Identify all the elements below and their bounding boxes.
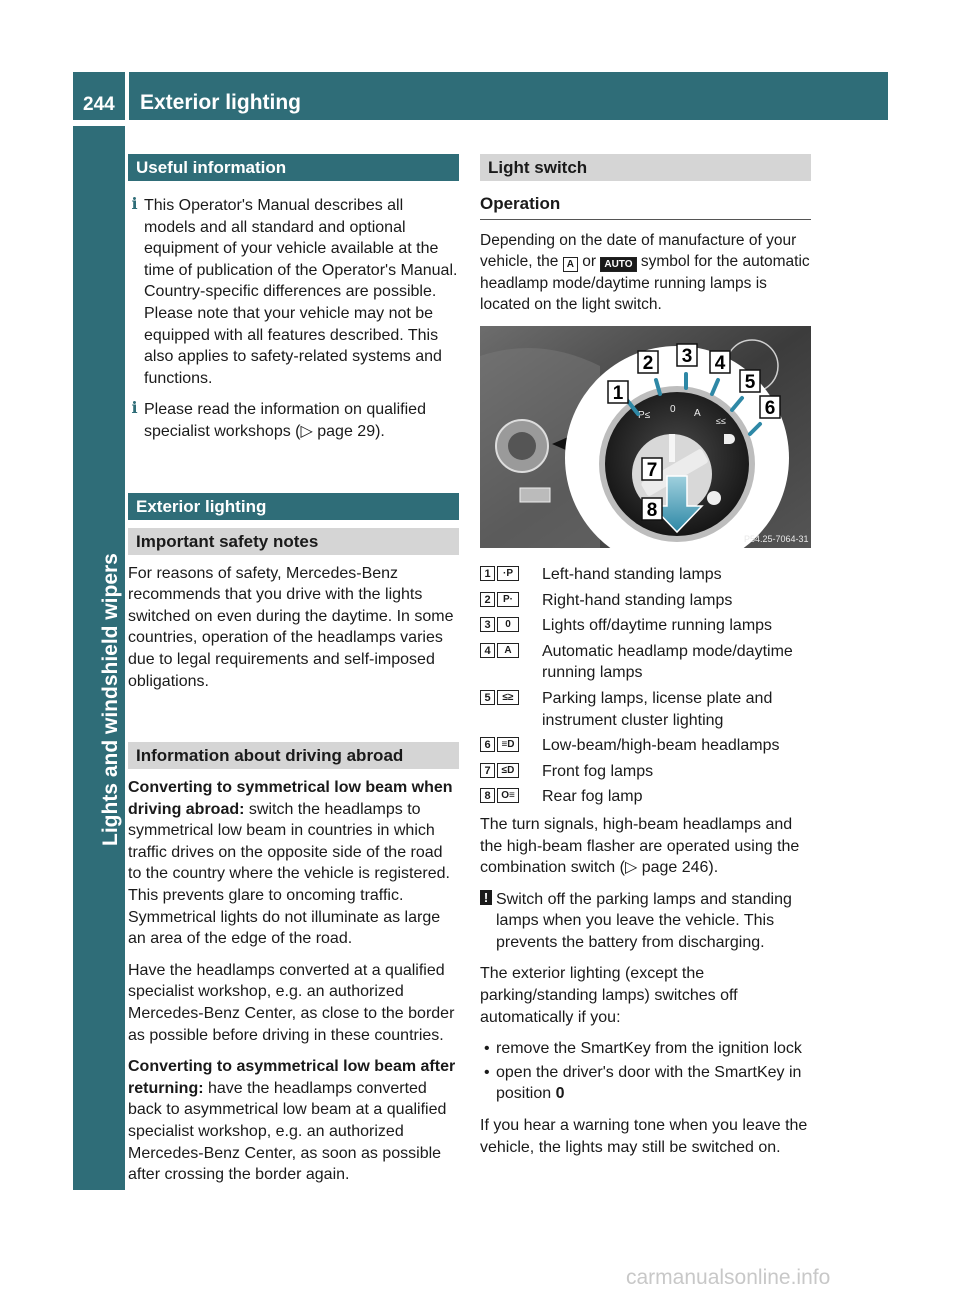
dial-label-parking: ≤≤	[716, 415, 726, 426]
turn-signals-paragraph: The turn signals, high-beam headlamps and the high-beam flasher are operated using the combination switch (▷ page 246).	[480, 815, 800, 877]
info-note-2-text: Please read the information on qualified specialist workshops (▷ page 29).	[144, 401, 426, 440]
light-switch-heading: Light switch	[480, 154, 811, 181]
legend-symbol-icon: 0	[497, 617, 519, 632]
legend-text: Rear fog lamp	[542, 788, 643, 806]
asymmetrical-bold: Converting to asymmetrical low beam after returning:	[128, 1058, 456, 1097]
legend-keys	[480, 688, 542, 731]
legend-row	[480, 786, 811, 808]
asymmetrical-text: have the headlamps converted back to asymmetrical low beam at a qualified specialist workshop, e.g. an authorized Mercedes-Benz Center, as soon as possible after crossing the border again.	[128, 1079, 447, 1184]
legend-text: Automatic headlamp mode/daytime running lamps	[542, 642, 793, 682]
warning-text: Switch off the parking lamps and standing lamps when you leave the vehicle. This prevents the battery from discharging.	[496, 890, 792, 951]
legend-symbol-icon: ≡D	[497, 737, 519, 752]
callout-1: 1	[612, 382, 624, 404]
legend-symbol-icon: ≤≥	[497, 690, 519, 705]
asymmetrical-paragraph	[128, 1056, 459, 1186]
legend-keys	[480, 564, 542, 586]
intro-text-b: symbol for the automatic headlamp mode/daytime running lamps is located on the light switch.	[480, 253, 810, 314]
warning-icon: !	[480, 890, 492, 905]
legend-number: 7	[480, 763, 495, 778]
legend-number: 2	[480, 592, 495, 607]
legend-keys	[480, 735, 542, 757]
legend-text: Front fog lamps	[542, 762, 654, 780]
light-switch-intro	[480, 230, 811, 316]
legend-text: Left-hand standing lamps	[542, 565, 722, 583]
list-item	[480, 1062, 811, 1105]
auto-off-paragraph: The exterior lighting (except the parking/standing lamps) switches off automatically if you:	[480, 965, 738, 1026]
light-switch-illustration	[480, 326, 811, 548]
dial-label-0: 0	[670, 403, 676, 415]
legend-number: 3	[480, 617, 495, 632]
intro-text-a: Depending on the date of manufacture of your vehicle, the	[480, 231, 797, 271]
intro-text-or: or	[577, 253, 601, 271]
callout-5: 5	[744, 371, 756, 393]
legend-symbol-icon: A	[497, 643, 519, 658]
info-note-1	[128, 195, 459, 389]
bullet-icon: •	[484, 1063, 490, 1081]
legend-text: Right-hand standing lamps	[542, 591, 733, 609]
legend-symbol-icon: ≤D	[497, 763, 519, 778]
legend-number: 6	[480, 737, 495, 752]
list-item-bold: 0	[555, 1085, 565, 1103]
list-item-text: open the driver's door with the SmartKey in position	[496, 1063, 802, 1103]
legend-text: Lights off/daytime running lamps	[542, 617, 773, 635]
chapter-side-label: Lights and windshield wipers	[99, 553, 122, 846]
symmetrical-paragraph	[128, 777, 459, 950]
driving-abroad-heading: Information about driving abroad	[128, 742, 459, 769]
callout-4: 4	[714, 352, 726, 374]
legend-symbol-icon: ·P	[497, 566, 519, 581]
legend-text: Low-beam/high-beam headlamps	[542, 737, 780, 755]
callout-2: 2	[642, 352, 654, 374]
legend-row	[480, 615, 811, 637]
convert-paragraph: Have the headlamps converted at a qualified specialist workshop, e.g. an authorized Mercedes-Benz Center, as close to the border as possible before driving in these countries.	[128, 961, 455, 1044]
symmetrical-text: switch the headlamps to symmetrical low beam in countries in which traffic drives on the opposite side of the road to the country where the vehicle is registered. This prevents glare to oncoming traffic. Symmetrical lights do not illuminate as large an area of the edge of the road.	[128, 800, 450, 948]
legend-number: 8	[480, 788, 495, 803]
left-column	[128, 154, 459, 1196]
auto-symbol-icon: AUTO	[600, 257, 636, 272]
legend-row	[480, 590, 811, 612]
callout-3: 3	[681, 345, 693, 367]
safety-paragraph: For reasons of safety, Mercedes-Benz recommends that you drive with the lights switched on even during the daytime. In some countries, operation of the headlamps varies due to legal requirements and self-imposed obligations.	[128, 564, 454, 690]
page-header	[129, 72, 888, 120]
legend-number: 1	[480, 566, 495, 581]
legend-text: Parking lamps, license plate and instrument cluster lighting	[542, 689, 773, 729]
callout-8: 8	[646, 499, 658, 521]
symmetrical-bold: Converting to symmetrical low beam when driving abroad:	[128, 779, 453, 818]
right-column	[480, 154, 811, 1168]
operation-heading: Operation	[480, 193, 811, 220]
legend-symbol-icon: P·	[497, 592, 519, 607]
info-note-1-text: This Operator's Manual describes all models and all standard and optional equipment of your vehicle available at the time of publication of the Operator's Manual. Country-specific differences are possible. Please note that your vehicle may not be equipped with all features described. This also applies to safety-related systems and functions.	[144, 197, 458, 387]
legend-number: 4	[480, 643, 495, 658]
legend-row	[480, 641, 811, 684]
legend-keys	[480, 615, 542, 637]
legend-keys	[480, 786, 542, 808]
legend-keys	[480, 590, 542, 612]
callout-7: 7	[646, 459, 658, 481]
page-number: 244	[83, 94, 115, 115]
info-icon: i	[131, 398, 138, 418]
info-note-2	[128, 399, 459, 442]
light-switch-figure	[480, 326, 811, 548]
legend-number: 5	[480, 690, 495, 705]
legend-row	[480, 688, 811, 731]
useful-info-heading: Useful information	[128, 154, 459, 181]
symbol-legend	[480, 564, 811, 808]
safety-notes-heading: Important safety notes	[128, 528, 459, 555]
dial-label-left: P≤	[638, 409, 651, 421]
page-number-box	[73, 72, 125, 120]
legend-keys	[480, 641, 542, 684]
watermark: carmanualsonline.info	[626, 1266, 831, 1289]
legend-row	[480, 761, 811, 783]
list-item-text: remove the SmartKey from the ignition lock	[496, 1040, 802, 1058]
legend-keys	[480, 761, 542, 783]
list-item	[480, 1038, 811, 1060]
page-title: Exterior lighting	[140, 91, 302, 114]
callout-6: 6	[764, 397, 776, 419]
dial-label-a: A	[694, 407, 701, 419]
info-icon: i	[131, 194, 138, 213]
exterior-lighting-heading: Exterior lighting	[128, 493, 459, 520]
legend-row	[480, 735, 811, 757]
warning-tone-paragraph: If you hear a warning tone when you leave the vehicle, the lights may still be switched on.	[480, 1117, 808, 1156]
bullet-icon: •	[484, 1040, 490, 1058]
figure-code: P54.25-7064-31	[744, 533, 809, 544]
legend-row	[480, 564, 811, 586]
legend-symbol-icon: O≡	[497, 788, 519, 803]
auto-a-symbol-icon: A	[563, 257, 578, 272]
warning-note	[480, 889, 811, 954]
